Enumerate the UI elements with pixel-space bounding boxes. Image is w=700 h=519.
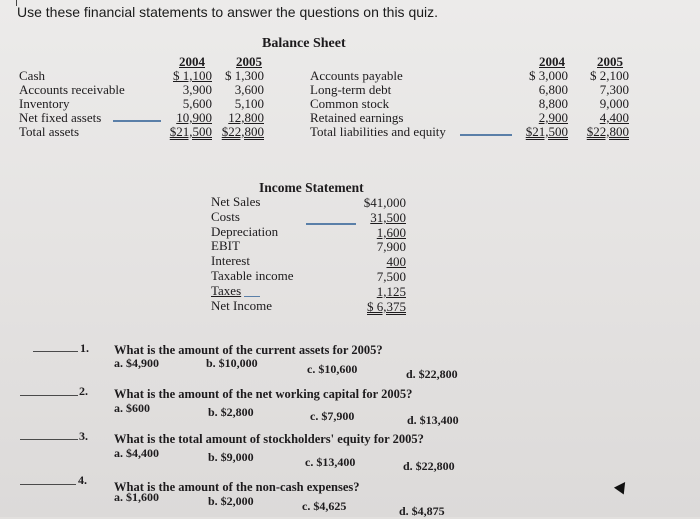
option-d: d. $13,400 bbox=[407, 413, 459, 427]
income-value: 1,600 bbox=[376, 225, 406, 240]
liab-2005-total: $22,800 bbox=[586, 124, 629, 139]
assets-year-2005: 2005 bbox=[236, 54, 262, 69]
asset-2005-value: 3,600 bbox=[234, 82, 264, 97]
asset-2005-total: $22,800 bbox=[221, 124, 264, 139]
asset-label: Net fixed assets bbox=[19, 110, 102, 125]
income-label: Interest bbox=[211, 253, 250, 268]
option-b: b. $9,000 bbox=[208, 450, 254, 464]
income-value: 31,500 bbox=[370, 210, 406, 225]
option-b: b. $2,800 bbox=[208, 405, 254, 419]
income-label: Costs bbox=[211, 209, 240, 224]
liab-2005-value: 7,300 bbox=[599, 82, 629, 97]
question-number: 4. bbox=[78, 473, 87, 487]
option-c: c. $13,400 bbox=[305, 455, 356, 469]
question-text: What is the amount of the non-cash expenses? bbox=[114, 480, 360, 494]
option-a: a. $4,400 bbox=[114, 446, 159, 460]
answer-blank bbox=[33, 351, 78, 352]
highlight-bar bbox=[244, 296, 260, 297]
option-c: c. $7,900 bbox=[310, 409, 355, 423]
liab-2004-value: $ 3,000 bbox=[529, 68, 568, 83]
liab-2004-total: $21,500 bbox=[525, 124, 568, 139]
liab-2004-value: 8,800 bbox=[538, 96, 568, 111]
asset-2004-total: $21,500 bbox=[169, 124, 212, 139]
question-text: What is the total amount of stockholders' equity for 2005? bbox=[114, 432, 424, 446]
liab-2005-value: 9,000 bbox=[599, 96, 629, 111]
asset-label: Cash bbox=[19, 68, 45, 83]
income-label: EBIT bbox=[211, 238, 240, 253]
liability-label: Long-term debt bbox=[310, 82, 392, 97]
liab-year-2004: 2004 bbox=[539, 54, 565, 69]
income-value: $41,000 bbox=[363, 195, 406, 210]
asset-label: Inventory bbox=[19, 96, 70, 111]
asset-label: Total assets bbox=[19, 124, 80, 139]
liability-label: Accounts payable bbox=[310, 68, 403, 83]
highlight-bar bbox=[460, 134, 512, 136]
option-b: b. $2,000 bbox=[208, 494, 254, 508]
liab-2005-value: 4,400 bbox=[599, 110, 629, 125]
option-a: a. $600 bbox=[114, 401, 150, 415]
liab-year-2005: 2005 bbox=[597, 54, 623, 69]
option-c: c. $10,600 bbox=[307, 362, 358, 376]
option-d: d. $22,800 bbox=[406, 367, 458, 381]
income-statement-title: Income Statement bbox=[259, 180, 364, 195]
question-number: 3. bbox=[79, 429, 88, 443]
income-value: 1,125 bbox=[376, 284, 406, 299]
liab-2004-value: 6,800 bbox=[538, 82, 568, 97]
asset-2004-value: 5,600 bbox=[182, 96, 212, 111]
income-value: 7,900 bbox=[376, 239, 406, 254]
asset-2005-value: $ 1,300 bbox=[225, 68, 264, 83]
income-label: Net Sales bbox=[211, 194, 261, 209]
instruction-text: Use these financial statements to answer the questions on this quiz. bbox=[17, 4, 439, 20]
asset-2004-value: $ 1,100 bbox=[173, 68, 212, 83]
option-b: b. $10,000 bbox=[206, 356, 258, 370]
liab-2005-value: $ 2,100 bbox=[590, 68, 629, 83]
income-label: Taxes bbox=[211, 283, 242, 298]
mouse-cursor-icon bbox=[614, 479, 630, 495]
income-label: Taxable income bbox=[211, 268, 294, 283]
asset-2005-value: 5,100 bbox=[234, 96, 264, 111]
liability-label: Retained earnings bbox=[310, 110, 404, 125]
question-text: What is the amount of the net working capital for 2005? bbox=[114, 387, 413, 401]
liability-label: Total liabilities and equity bbox=[310, 124, 446, 139]
liability-label: Common stock bbox=[310, 96, 390, 111]
answer-blank bbox=[20, 484, 76, 485]
asset-2004-value: 10,900 bbox=[176, 110, 212, 125]
income-label: Net Income bbox=[211, 298, 273, 313]
answer-blank bbox=[20, 439, 78, 440]
option-d: d. $22,800 bbox=[403, 459, 455, 473]
income-value: 7,500 bbox=[376, 269, 406, 284]
liab-2004-value: 2,900 bbox=[538, 110, 568, 125]
option-c: c. $4,625 bbox=[302, 499, 347, 513]
question-number: 2. bbox=[79, 384, 88, 398]
asset-2005-value: 12,800 bbox=[228, 110, 264, 125]
highlight-bar bbox=[113, 120, 161, 122]
asset-label: Accounts receivable bbox=[19, 82, 125, 97]
option-a: a. $4,900 bbox=[114, 356, 159, 370]
balance-sheet-title: Balance Sheet bbox=[262, 36, 346, 51]
income-label: Depreciation bbox=[211, 224, 279, 239]
question-text: What is the amount of the current assets for 2005? bbox=[114, 343, 383, 357]
income-value: 400 bbox=[386, 254, 406, 269]
question-number: 1. bbox=[80, 341, 89, 355]
option-d: d. $4,875 bbox=[399, 504, 445, 518]
assets-year-2004: 2004 bbox=[179, 54, 205, 69]
option-a: a. $1,600 bbox=[114, 490, 159, 504]
asset-2004-value: 3,900 bbox=[182, 82, 212, 97]
answer-blank bbox=[20, 395, 78, 396]
income-net-value: $ 6,375 bbox=[367, 299, 406, 314]
